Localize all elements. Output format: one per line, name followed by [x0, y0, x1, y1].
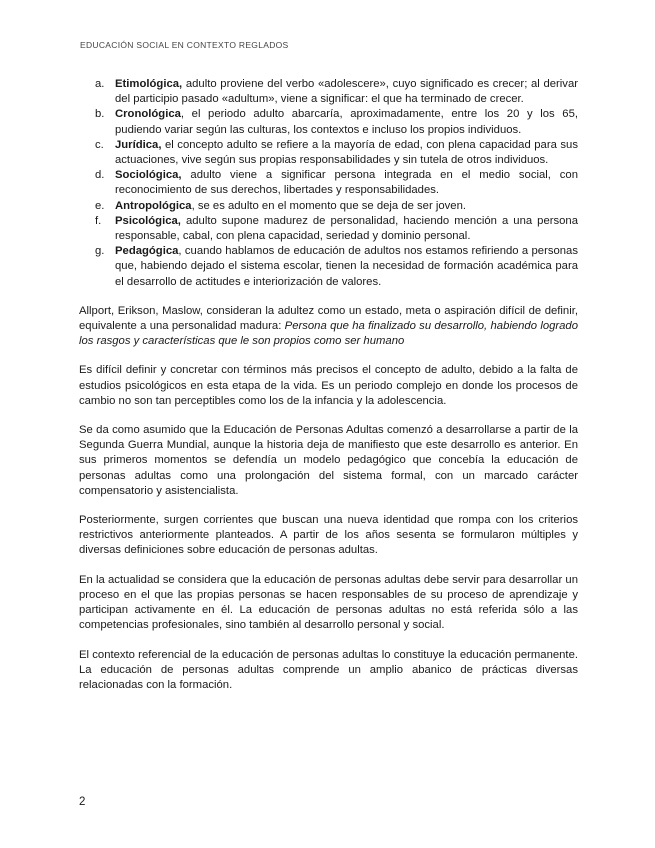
page-body	[79, 77, 578, 707]
definition-term: Jurídica,	[115, 138, 162, 151]
definition-term: Etimológica,	[115, 78, 183, 90]
paragraph-historia: Se da como asumido que la Educación de Personas Adultas comenzó a desarrollarse a partir de la Segunda Guerra Mundial, aunque la historia deja de manifiesto que este desarrollo es anterior. En sus primeros momentos se defendía un modelo pedagógico que concebía la educación de personas adultas como una prolongación del sistema formal, con un marcado carácter compensatorio y asistencialista.	[79, 424, 578, 497]
paragraph-definir: Es difícil definir y concretar con términos más precisos el concepto de adulto, debido a la falta de estudios psicológicos en esta etapa de la vida. Es un periodo complejo en donde los procesos de cambio no son tan perceptibles como los de la infancia y la adolescencia.	[79, 364, 578, 407]
paragraph-text: Allport, Erikson, Maslow, consideran la adultez como un estado, meta o aspiración difícil de definir, equivalente a una personalidad madura:	[79, 304, 578, 333]
paragraph-corrientes: Posteriormente, surgen corrientes que buscan una nueva identidad que rompa con los criterios restrictivos anteriormente planteados. A partir de los años sesenta se formularon múltiples y diversas definiciones sobre educación de personas adultas.	[79, 514, 578, 557]
definition-text: adulto supone madurez de personalidad, haciendo mención a una persona responsable, cabal, con plena capacidad, seriedad y dominio personal.	[115, 214, 578, 243]
definitions-list	[79, 77, 578, 290]
list-marker: e.	[95, 199, 105, 212]
definition-text: adulto viene a significar persona integrada en el medio social, con reconocimiento de sus derechos, libertades y responsabilidades.	[115, 169, 578, 197]
page-number: 2	[79, 796, 86, 808]
list-marker: f.	[95, 214, 102, 227]
definition-item-cronologica	[79, 107, 578, 137]
quote-text: Persona que ha finalizado su desarrollo, habiendo logrado los rasgos y características que le son propios como ser humano	[79, 320, 578, 348]
definition-term: Sociológica,	[115, 169, 182, 182]
definition-text: el concepto adulto se refiere a la mayoría de edad, con plena capacidad para sus actuaciones, vive según sus propias responsabilidades y sin tutela de otros individuos.	[115, 138, 578, 167]
definition-term: Psicológica,	[115, 214, 181, 227]
definition-term: Pedagógica	[115, 245, 179, 258]
definition-term: Cronológica	[115, 108, 181, 121]
paragraph-contexto: El contexto referencial de la educación de personas adultas lo constituye la educación permanente. La educación de personas adultas comprende un amplio abanico de prácticas diversas relacionadas con la formación.	[79, 648, 578, 691]
definition-text: , se es adulto en el momento que se deja de ser joven.	[191, 199, 467, 212]
list-marker: c.	[95, 138, 104, 151]
paragraph-adultez	[79, 304, 578, 350]
definition-term: Antropológica	[115, 199, 192, 212]
list-marker: a.	[95, 78, 105, 90]
definition-text: adulto proviene del verbo «adolescere», cuyo significado es crecer; al derivar del participio pasado «adultum», viene a significar: el que ha terminado de crecer.	[115, 78, 578, 106]
definition-item-sociologica	[79, 168, 578, 198]
definition-item-juridica	[79, 138, 578, 168]
definition-text: , el periodo adulto abarcaría, aproximadamente, entre los 20 y los 65, pudiendo variar según las culturas, los contextos e incluso los propios individuos.	[115, 108, 578, 136]
definition-item-etimologica	[79, 77, 578, 107]
definition-item-psicologica	[79, 214, 578, 244]
running-header: EDUCACIÓN SOCIAL EN CONTEXTO REGLADOS	[80, 40, 289, 50]
definition-item-pedagogica	[79, 244, 578, 290]
list-marker: d.	[95, 169, 105, 182]
list-marker: b.	[95, 108, 105, 121]
definition-text: , cuando hablamos de educación de adultos nos estamos refiriendo a personas que, habiendo dejado el sistema escolar, tienen la necesidad de formación académica para el desarrollo de actitudes e interiorización de valores.	[115, 245, 578, 288]
paragraph-actualidad: En la actualidad se considera que la educación de personas adultas debe servir para desarrollar un proceso en el que las propias personas se hacen responsables de su proceso de aprendizaje y participan activamente en él. La educación de personas adultas no está referida sólo a las competencias profesionales, sino también al desarrollo personal y social.	[79, 573, 578, 632]
definition-item-antropologica	[79, 199, 578, 214]
list-marker: g.	[95, 245, 105, 258]
